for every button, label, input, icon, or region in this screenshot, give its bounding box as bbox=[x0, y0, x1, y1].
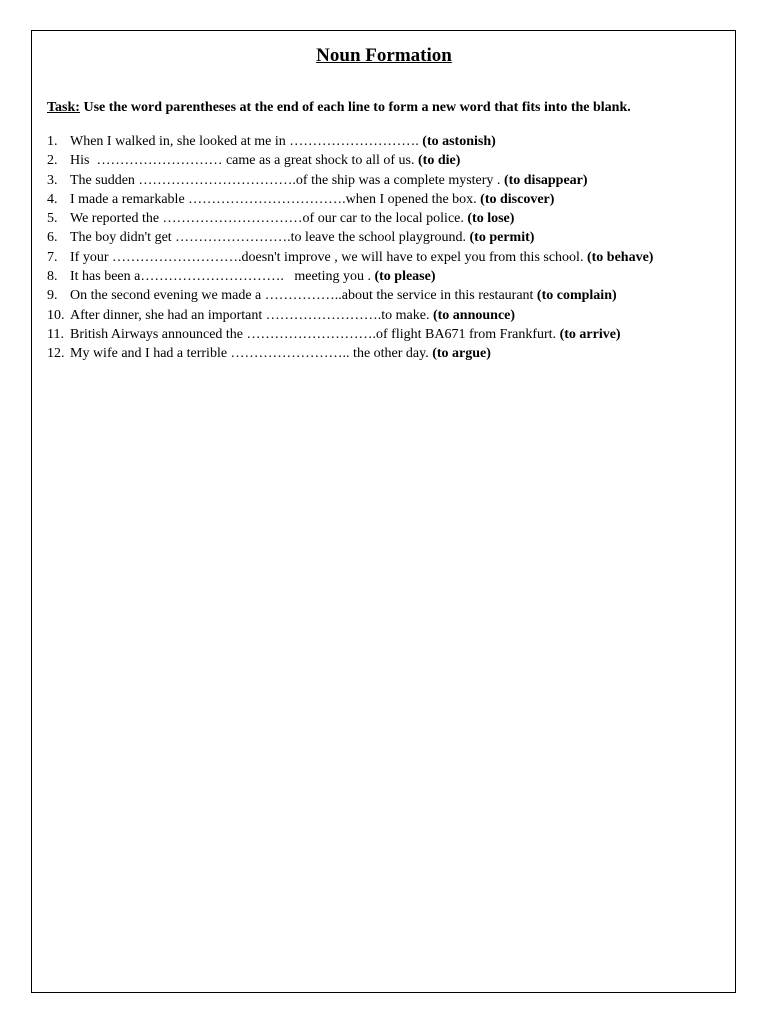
item-number: 4. bbox=[47, 191, 58, 207]
item-sentence: On the second evening we made a ……………..about the service in this restaurant bbox=[70, 288, 537, 304]
list-item bbox=[47, 267, 729, 286]
item-number: 1. bbox=[47, 134, 58, 149]
exercise-list bbox=[47, 132, 729, 364]
item-number: 2. bbox=[47, 153, 58, 169]
item-number: 10. bbox=[47, 307, 65, 323]
list-item bbox=[47, 325, 729, 344]
item-sentence: His ……………………… came as a great shock to all of us. bbox=[70, 153, 418, 169]
item-sentence: If your ……………………….doesn't improve , we will have to expel you from this school. bbox=[70, 249, 587, 265]
item-cue: (to behave) bbox=[586, 249, 654, 265]
list-item bbox=[47, 248, 729, 267]
list-item bbox=[47, 132, 729, 151]
item-cue: (to astonish) bbox=[422, 134, 496, 149]
list-item bbox=[47, 228, 729, 247]
item-cue: (to die) bbox=[418, 153, 461, 169]
item-cue: (to discover) bbox=[480, 191, 555, 207]
item-sentence: It has been a…………………………. meeting you . bbox=[70, 269, 375, 285]
task-label: Task: bbox=[47, 100, 80, 115]
item-sentence: British Airways announced the ……………………….of flight BA671 from Frankfurt. bbox=[70, 326, 560, 342]
item-cue: (to lose) bbox=[467, 211, 515, 227]
list-item bbox=[47, 171, 729, 190]
item-cue: (to please) bbox=[374, 269, 436, 285]
item-sentence: The sudden …………………………….of the ship was a complete mystery . bbox=[70, 172, 504, 188]
item-number: 9. bbox=[47, 288, 58, 304]
item-cue: (to arrive) bbox=[559, 326, 621, 342]
page-title: Noun Formation bbox=[316, 45, 452, 66]
list-item bbox=[47, 286, 729, 305]
item-cue: (to permit) bbox=[469, 230, 535, 246]
list-item bbox=[47, 344, 729, 363]
item-number: 8. bbox=[47, 269, 58, 285]
list-item bbox=[47, 306, 729, 325]
item-cue: (to complain) bbox=[536, 288, 617, 304]
item-cue: (to argue) bbox=[432, 346, 491, 362]
item-number: 7. bbox=[47, 249, 58, 265]
item-sentence: We reported the …………………………of our car to the local police. bbox=[70, 211, 468, 227]
item-number: 5. bbox=[47, 211, 58, 227]
item-number: 6. bbox=[47, 230, 58, 246]
item-cue: (to disappear) bbox=[503, 172, 588, 188]
item-sentence: My wife and I had a terrible …………………….. the other day. bbox=[70, 346, 433, 362]
list-item bbox=[47, 209, 729, 228]
task-instructions bbox=[47, 99, 727, 117]
item-sentence: The boy didn't get …………………….to leave the school playground. bbox=[70, 230, 470, 246]
item-sentence: I made a remarkable …………………………….when I opened the box. bbox=[70, 191, 481, 207]
item-number: 12. bbox=[47, 346, 65, 362]
item-sentence: When I walked in, she looked at me in ………………………. bbox=[70, 134, 423, 149]
item-cue: (to announce) bbox=[432, 307, 516, 323]
task-text: Use the word parentheses at the end of each line to form a new word that fits into the blank. bbox=[79, 100, 631, 115]
item-number: 3. bbox=[47, 172, 58, 188]
list-item bbox=[47, 190, 729, 209]
item-sentence: After dinner, she had an important …………………….to make. bbox=[70, 307, 433, 323]
item-number: 11. bbox=[47, 326, 64, 342]
list-item bbox=[47, 151, 729, 170]
